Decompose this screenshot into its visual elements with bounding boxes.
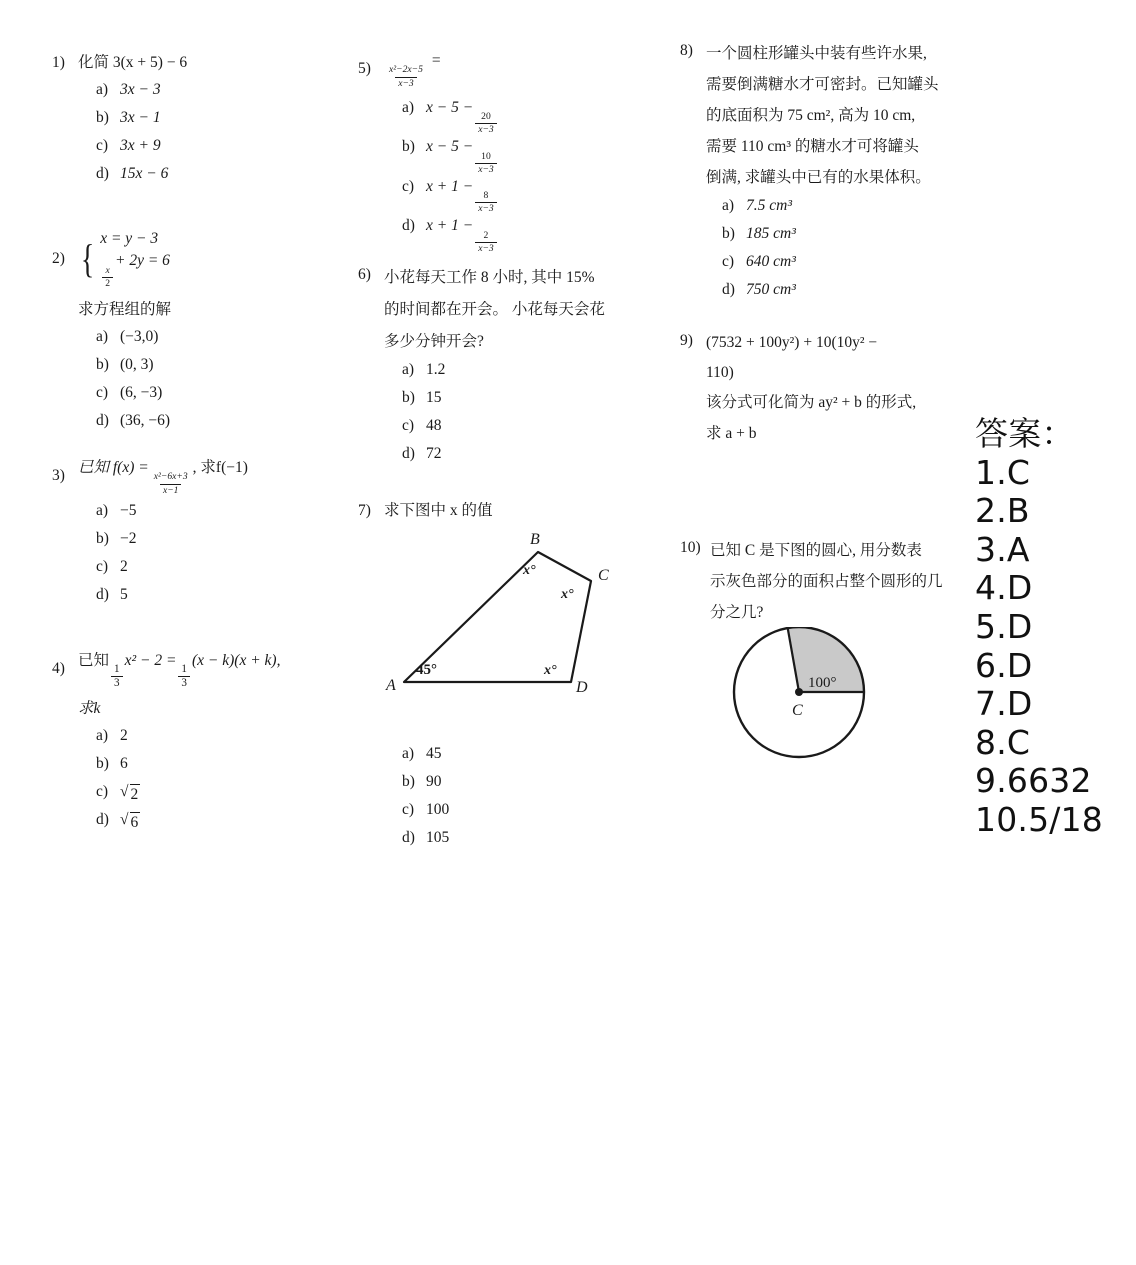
question-6-stem-line-2: 的时间都在开会。 小花每天会花	[384, 300, 605, 318]
option-a[interactable]: a) 7.5 cm³	[722, 197, 792, 214]
quadrilateral-svg	[358, 522, 638, 712]
question-10-stem-line-3: 分之几?	[710, 604, 764, 621]
option-b[interactable]: b) x − 5 − $\frac{10}{x-3}$	[402, 138, 658, 175]
option-c[interactable]: c) 640 cm³	[722, 253, 796, 270]
question-3-stem: 已知 f(x) = $\frac{\text{x²−6x+3}}{x-1}$ , 求f(−1)	[78, 459, 248, 496]
question-8	[680, 38, 960, 309]
option-c[interactable]: c) 100	[402, 801, 450, 819]
question-9-number: 9)	[680, 332, 693, 349]
question-5-stem: $\frac{\text{x²−2x−5}}{x-3}$ =	[389, 52, 441, 89]
answer-row-8: 8.C	[975, 722, 1031, 762]
vertex-label-b: B	[530, 531, 540, 548]
question-6-number: 6)	[358, 266, 371, 283]
sqrt-icon: √ 2	[120, 783, 139, 804]
question-10-number: 10)	[680, 539, 701, 556]
question-1-options	[96, 81, 342, 190]
circle-sector-svg	[712, 627, 892, 807]
question-9-stem-line-4: 求 a + b	[706, 424, 757, 442]
option-a[interactable]: a) x − 5 − $\frac{20}{x-3}$	[402, 99, 658, 136]
equation-2: $\frac{x}{2}$ + 2y = 6	[100, 250, 170, 289]
question-9-stem-line-3: 该分式可化简为 ay² + b 的形式,	[706, 394, 917, 412]
option-c[interactable]: c) (6, −3)	[96, 384, 163, 402]
option-d[interactable]: d) 105	[402, 829, 450, 847]
question-1-stem: 化简 3(x + 5) − 6	[78, 54, 188, 71]
question-6-options	[402, 361, 658, 470]
question-column-left	[52, 0, 342, 850]
center-point	[795, 688, 803, 696]
question-8-stem-line-5: 倒满, 求罐头中已有的水果体积。	[706, 169, 931, 186]
equation-1: x = y − 3	[100, 230, 159, 247]
answer-row-7: 7.D	[975, 684, 1033, 724]
option-a[interactable]: a) 2	[96, 727, 128, 745]
option-d[interactable]: d) x + 1 − $\frac{2}{x-3}$	[402, 217, 658, 254]
question-10-stem-line-1: 已知 C 是下图的圆心, 用分数表	[710, 542, 922, 559]
answer-row-9: 9.6632	[975, 761, 1092, 801]
option-c[interactable]: c) √ 2	[96, 783, 342, 808]
question-2-stem: 求方程组的解	[78, 301, 172, 319]
question-10	[680, 535, 960, 719]
question-6-stem-line-1: 小花每天工作 8 小时, 其中 15%	[384, 269, 595, 286]
question-8-number: 8)	[680, 42, 693, 59]
option-d[interactable]: d) √ 6	[96, 811, 342, 836]
option-b[interactable]: b) 3x − 1	[96, 109, 161, 127]
question-6-stem-line-3: 多少分钟开会?	[384, 332, 484, 350]
question-4-stem: 已知 $\frac{1}{3}$ x² − 2 = $\frac{1}{3}$ (x − k)(x + k),	[78, 652, 281, 690]
question-4-number: 4)	[52, 660, 65, 678]
quadrilateral-figure	[358, 522, 638, 712]
question-9-stem-line-1: (7532 + 100y²) + 10(10y² −	[706, 334, 878, 351]
question-9-stem-line-2: 110)	[706, 364, 734, 382]
question-5-number: 5)	[358, 59, 371, 77]
circle-sector-figure	[712, 627, 892, 807]
question-7-number: 7)	[358, 502, 371, 519]
option-c[interactable]: c) 48	[402, 417, 442, 435]
question-4-options	[96, 727, 342, 836]
option-c[interactable]: c) x + 1 − $\frac{8}{x-3}$	[402, 178, 658, 215]
option-d[interactable]: d) 15x − 6	[96, 165, 169, 183]
question-5	[358, 48, 658, 257]
question-4-stem-line2: 求k	[78, 699, 101, 717]
angle-label-d: x°	[544, 663, 557, 678]
answer-row-10: 10.5/18	[975, 800, 1103, 840]
question-8-stem-line-2: 需要倒满糖水才可密封。已知罐头	[706, 76, 939, 93]
question-2	[52, 228, 342, 440]
question-10-stem-line-2: 示灰色部分的面积占整个圆形的几	[710, 573, 943, 590]
question-8-stem-line-1: 一个圆柱形罐头中装有些许水果,	[706, 45, 927, 62]
question-3	[52, 455, 342, 614]
question-1	[52, 50, 342, 193]
sector-angle-label: 100°	[808, 675, 837, 691]
option-d[interactable]: d) (36, −6)	[96, 412, 171, 430]
angle-label-c: x°	[561, 587, 574, 602]
angle-label-a: 45°	[416, 662, 437, 678]
question-2-options	[96, 328, 342, 437]
option-a[interactable]: a) (−3,0)	[96, 328, 159, 346]
option-a[interactable]: a) 1.2	[402, 361, 446, 379]
question-6	[358, 262, 658, 473]
option-b[interactable]: b) −2	[96, 529, 137, 547]
question-8-stem-line-3: 的底面积为 75 cm², 高为 10 cm,	[706, 107, 916, 124]
option-d[interactable]: d) 5	[96, 585, 128, 603]
question-3-number: 3)	[52, 466, 65, 484]
question-9	[680, 328, 960, 449]
question-7-options	[402, 745, 658, 854]
question-column-middle	[358, 0, 658, 850]
question-5-options	[402, 99, 658, 254]
answer-key	[975, 415, 1135, 1265]
option-c[interactable]: c) 3x + 9	[96, 137, 161, 155]
brace-icon: {	[80, 235, 95, 281]
question-column-right	[680, 0, 960, 850]
question-3-options	[96, 502, 342, 611]
answer-row-1: 1.C	[975, 452, 1031, 492]
answer-row-2: 2.B	[975, 491, 1030, 531]
option-a[interactable]: a) −5	[96, 501, 137, 519]
angle-label-b: x°	[523, 563, 536, 578]
option-c[interactable]: c) 2	[96, 557, 128, 575]
option-b[interactable]: b) (0, 3)	[96, 356, 154, 374]
option-d[interactable]: d) 750 cm³	[722, 281, 796, 298]
question-7	[358, 498, 658, 857]
vertex-label-d: D	[576, 679, 588, 696]
option-d[interactable]: d) 72	[402, 445, 442, 463]
option-b[interactable]: b) 185 cm³	[722, 225, 796, 242]
center-label: C	[792, 702, 803, 719]
answer-row-6: 6.D	[975, 645, 1033, 685]
option-a[interactable]: a) 45	[402, 745, 442, 763]
question-4	[52, 648, 342, 839]
answer-row-4: 4.D	[975, 568, 1033, 608]
question-8-stem-line-4: 需要 110 cm³ 的糖水才可将罐头	[706, 138, 919, 155]
question-7-stem: 求下图中 x 的值	[384, 502, 493, 519]
sqrt-icon: √ 6	[120, 811, 139, 832]
option-b[interactable]: b) 90	[402, 773, 442, 791]
question-1-number: 1)	[52, 54, 65, 71]
vertex-label-c: C	[598, 567, 609, 584]
answer-key-title: 答案：	[975, 414, 1075, 453]
question-8-options	[722, 197, 960, 306]
answer-row-3: 3.A	[975, 529, 1030, 569]
question-2-number: 2)	[52, 249, 65, 267]
option-b[interactable]: b) 15	[402, 389, 442, 407]
vertex-label-a: A	[386, 677, 396, 694]
equation-system	[78, 228, 170, 289]
option-a[interactable]: a) 3x − 3	[96, 81, 161, 99]
answer-row-5: 5.D	[975, 607, 1033, 647]
option-b[interactable]: b) 6	[96, 755, 128, 773]
